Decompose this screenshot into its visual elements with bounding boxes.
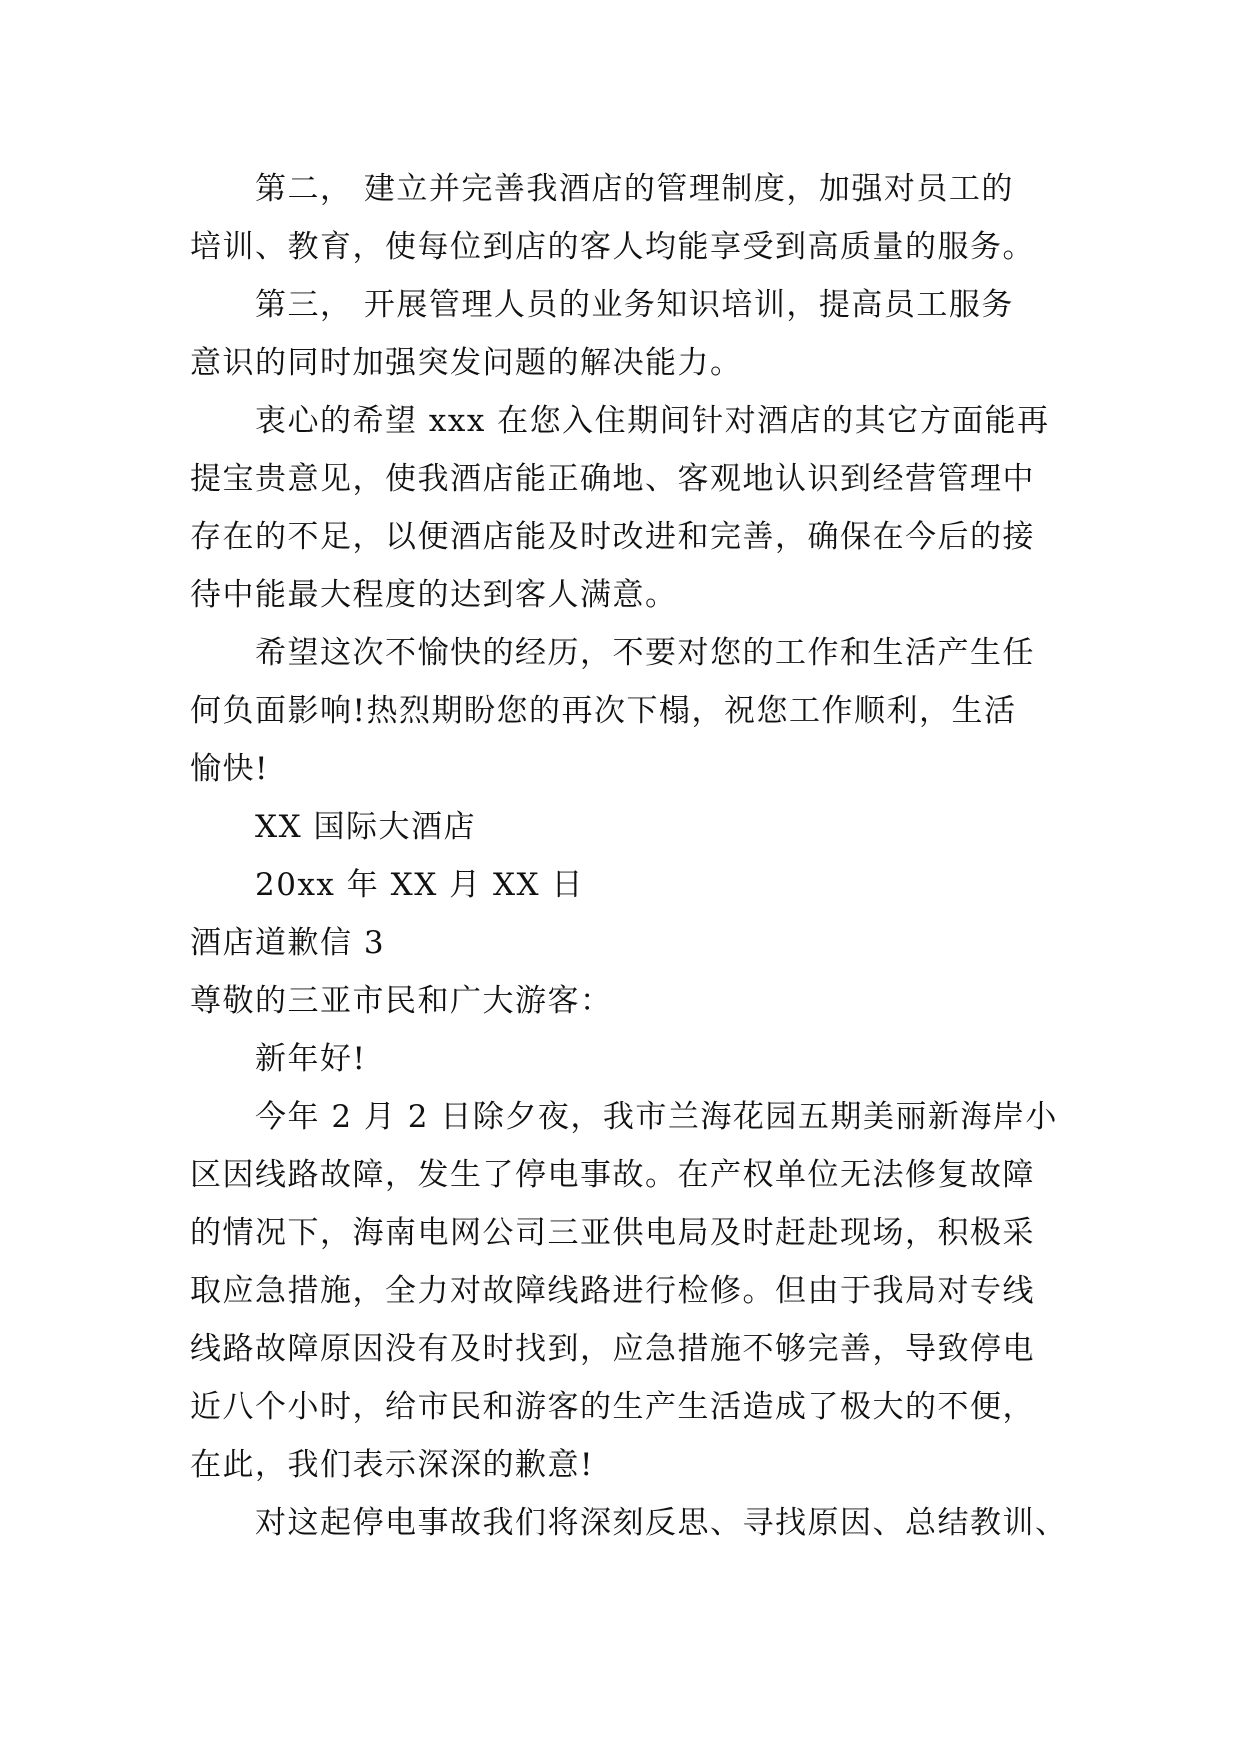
paragraph-line: 第三， 开展管理人员的业务知识培训，提高员工服务 [255, 287, 1014, 323]
paragraph-line: 今年 2 月 2 日除夕夜，我市兰海花园五期美丽新海岸小 [255, 1099, 1058, 1135]
paragraph-line: 的情况下，海南电网公司三亚供电局及时赶赴现场，积极采 [190, 1215, 1035, 1251]
paragraph-line: 存在的不足，以便酒店能及时改进和完善，确保在今后的接 [190, 519, 1035, 555]
salutation: 尊敬的三亚市民和广大游客： [190, 983, 613, 1019]
paragraph-line: 近八个小时，给市民和游客的生产生活造成了极大的不便， [190, 1389, 1035, 1425]
paragraph-line: 区因线路故障，发生了停电事故。在产权单位无法修复故障 [190, 1157, 1035, 1193]
signature-hotel-name: XX 国际大酒店 [255, 809, 476, 845]
paragraph-line: 意识的同时加强突发问题的解决能力。 [190, 345, 743, 381]
paragraph-line: 何负面影响!热烈期盼您的再次下榻，祝您工作顺利，生活 [190, 693, 1017, 729]
signature-date: 20xx 年 XX 月 XX 日 [255, 867, 584, 903]
paragraph-line: 希望这次不愉快的经历，不要对您的工作和生活产生任 [255, 635, 1035, 671]
document-body [190, 160, 1068, 1552]
paragraph-line: 愉快! [190, 751, 269, 787]
paragraph-line: 线路故障原因没有及时找到，应急措施不够完善，导致停电 [190, 1331, 1035, 1367]
paragraph-line: 取应急措施，全力对故障线路进行检修。但由于我局对专线 [190, 1273, 1035, 1309]
paragraph-line: 在此，我们表示深深的歉意! [190, 1447, 594, 1483]
paragraph-line: 对这起停电事故我们将深刻反思、寻找原因、总结教训、 [255, 1505, 1068, 1541]
paragraph-line: 提宝贵意见，使我酒店能正确地、客观地认识到经营管理中 [190, 461, 1035, 497]
paragraph-line: 第二， 建立并完善我酒店的管理制度，加强对员工的 [255, 171, 1014, 207]
greeting: 新年好! [255, 1041, 367, 1077]
paragraph-line: 待中能最大程度的达到客人满意。 [190, 577, 678, 613]
paragraph-line: 衷心的希望 xxx 在您入住期间针对酒店的其它方面能再 [255, 403, 1050, 439]
paragraph-line: 培训、教育，使每位到店的客人均能享受到高质量的服务。 [190, 229, 1035, 265]
section-heading: 酒店道歉信 3 [190, 925, 386, 961]
